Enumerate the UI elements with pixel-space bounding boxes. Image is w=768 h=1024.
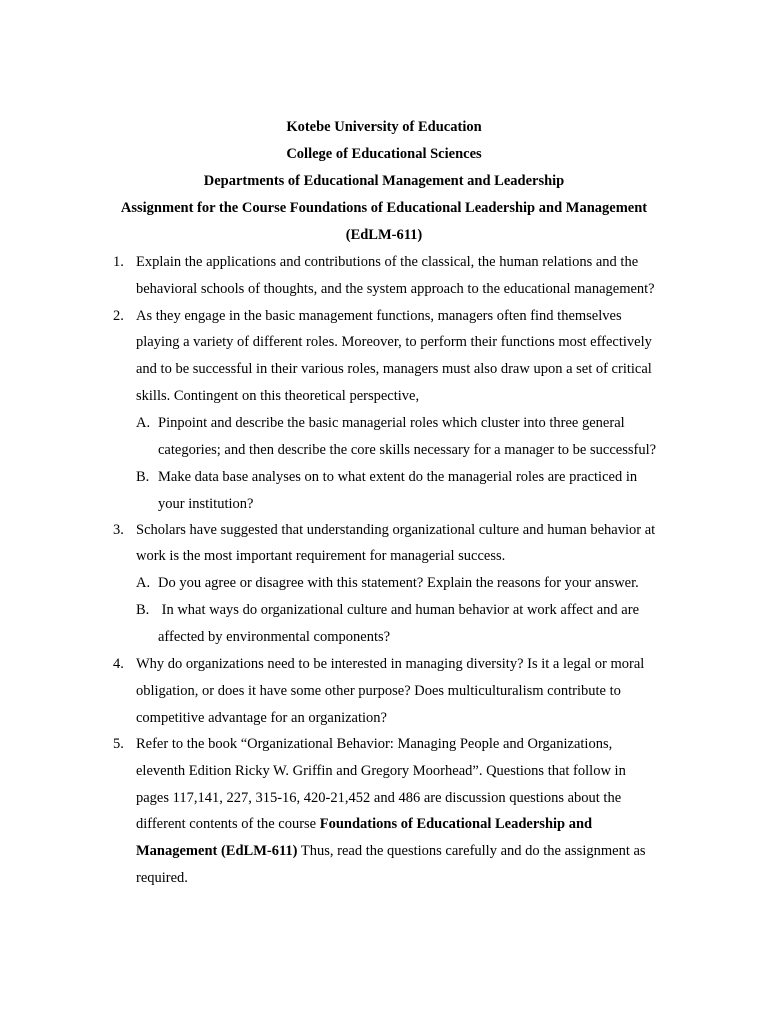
- question-4-number: 4.: [113, 656, 124, 672]
- college-name: College of Educational Sciences: [286, 146, 482, 162]
- question-3b-line: affected by environmental components?: [158, 629, 391, 645]
- question-3-number: 3.: [113, 522, 124, 538]
- question-3-line: work is the most important requirement for managerial success.: [136, 548, 506, 564]
- question-5-line: eleventh Edition Ricky W. Griffin and Gregory Moorhead”. Questions that follow in: [136, 763, 626, 779]
- university-name: Kotebe University of Education: [286, 119, 482, 135]
- question-2a-letter: A.: [136, 415, 151, 431]
- question-2a-line: categories; and then describe the core skills necessary for a manager to be successful?: [158, 442, 657, 458]
- question-2b-letter: B.: [136, 469, 150, 485]
- question-1-line: behavioral schools of thoughts, and the system approach to the educational management?: [136, 281, 655, 297]
- course-code-bold: Management (EdLM-611): [136, 843, 298, 859]
- question-1-line: Explain the applications and contributions of the classical, the human relations and the: [136, 254, 639, 270]
- question-3-line: Scholars have suggested that understanding organizational culture and human behavior at: [136, 522, 656, 538]
- question-1-number: 1.: [113, 254, 124, 270]
- assignment-title: Assignment for the Course Foundations of Educational Leadership and Management: [120, 200, 648, 216]
- question-5-line: pages 117,141, 227, 315-16, 420-21,452 and 486 are discussion questions about the: [136, 790, 622, 806]
- question-4-line: competitive advantage for an organization?: [136, 710, 387, 726]
- question-2-number: 2.: [113, 308, 124, 324]
- question-5-line: required.: [136, 870, 188, 886]
- question-5-number: 5.: [113, 736, 124, 752]
- question-2b-line: your institution?: [158, 496, 254, 512]
- question-3b-line: In what ways do organizational culture and human behavior at work affect and are: [158, 602, 640, 618]
- question-4-line: Why do organizations need to be interested in managing diversity? Is it a legal or moral: [136, 656, 645, 672]
- question-5-text: different contents of the course: [136, 816, 320, 832]
- question-2-line: playing a variety of different roles. Moreover, to perform their functions most effectively: [136, 334, 652, 350]
- question-5-line: Refer to the book “Organizational Behavior: Managing People and Organizations,: [136, 736, 613, 752]
- question-2-line: skills. Contingent on this theoretical perspective,: [136, 388, 420, 404]
- question-5-line: [136, 811, 592, 838]
- course-name-bold: Foundations of Educational Leadership and: [319, 816, 593, 832]
- question-2b-line: Make data base analyses on to what extent do the managerial roles are practiced in: [158, 469, 638, 485]
- question-4-line: obligation, or does it have some other purpose? Does multiculturalism contribute to: [136, 683, 621, 699]
- question-3a-letter: A.: [136, 575, 151, 591]
- department-name: Departments of Educational Management and Leadership: [203, 173, 565, 189]
- question-2-line: As they engage in the basic management functions, managers often find themselves: [136, 308, 622, 324]
- question-5-line: [136, 838, 646, 865]
- question-2a-line: Pinpoint and describe the basic managerial roles which cluster into three general: [158, 415, 625, 431]
- question-3a-line: Do you agree or disagree with this statement? Explain the reasons for your answer.: [158, 575, 639, 591]
- course-code: (EdLM-611): [345, 227, 423, 243]
- question-3b-letter: B.: [136, 602, 150, 618]
- question-5-text: Thus, read the questions carefully and do the assignment as: [297, 843, 646, 859]
- question-2-line: and to be successful in their various roles, managers must also draw upon a set of critical: [136, 361, 652, 377]
